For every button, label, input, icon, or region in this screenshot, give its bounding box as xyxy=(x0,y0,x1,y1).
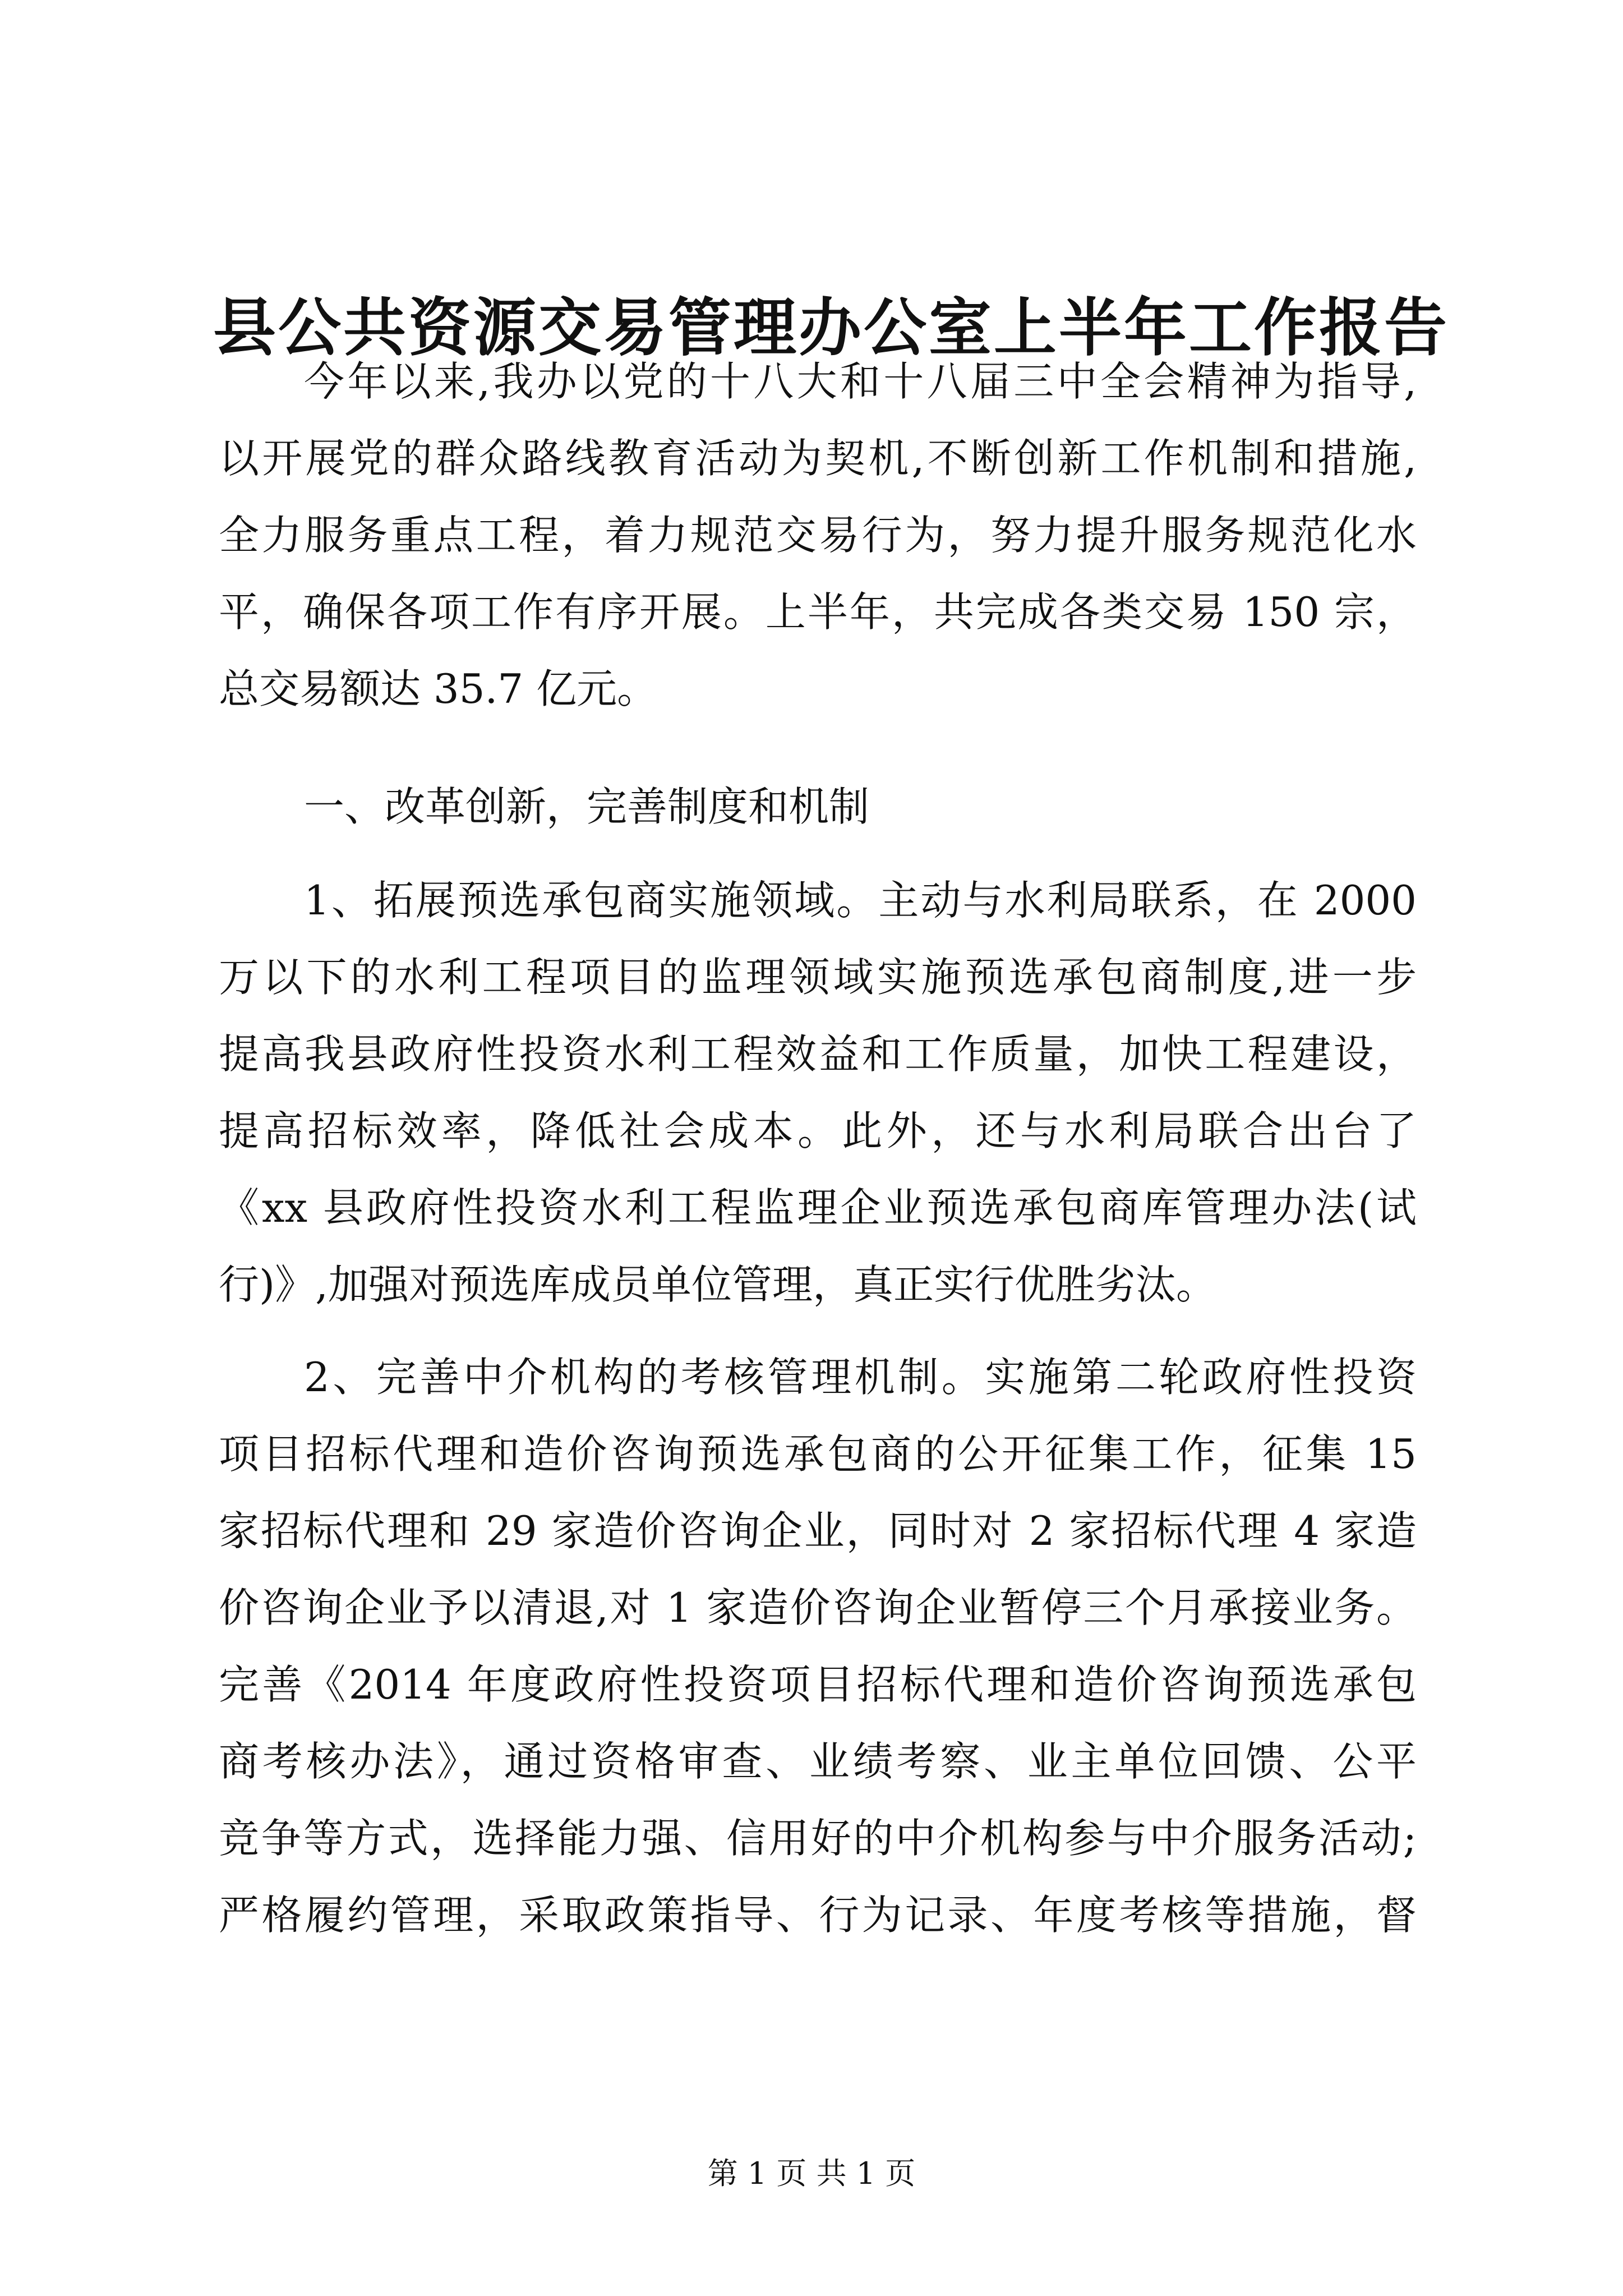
paragraph-line: 总交易额达 35.7 亿元。 xyxy=(219,665,658,712)
paragraph-line: 《xx 县政府性投资水利工程监理企业预选承包商库管理办法(试 xyxy=(219,1184,1417,1231)
paragraph-line: 今年以来,我办以党的十八大和十八届三中全会精神为指导, xyxy=(304,358,1417,405)
paragraph-line: 平，确保各项工作有序开展。上半年，共完成各类交易 150 宗， xyxy=(219,588,1417,636)
paragraph-line: 价咨询企业予以清退,对 1 家造价咨询企业暂停三个月承接业务。 xyxy=(219,1584,1417,1631)
paragraph-line: 行)》,加强对预选库成员单位管理，真正实行优胜劣汰。 xyxy=(219,1261,1216,1308)
paragraph-line: 万以下的水利工程项目的监理领域实施预选承包商制度,进一步 xyxy=(219,954,1417,1001)
document-title: 县公共资源交易管理办公室上半年工作报告 xyxy=(213,291,1449,365)
paragraph-line: 提高我县政府性投资水利工程效益和工作质量，加快工程建设， xyxy=(219,1030,1417,1078)
paragraph-line: 竞争等方式，选择能力强、信用好的中介机构参与中介服务活动; xyxy=(219,1815,1417,1862)
page-footer: 第 1 页 共 1 页 xyxy=(707,2156,916,2191)
paragraph-line: 严格履约管理，采取政策指导、行为记录、年度考核等措施，督 xyxy=(219,1892,1417,1939)
paragraph-line: 提高招标效率，降低社会成本。此外，还与水利局联合出台了 xyxy=(219,1107,1417,1154)
section-heading: 一、改革创新，完善制度和机制 xyxy=(304,783,870,830)
paragraph-line: 2、完善中介机构的考核管理机制。实施第二轮政府性投资 xyxy=(304,1354,1417,1401)
paragraph-line: 完善《2014 年度政府性投资项目招标代理和造价咨询预选承包 xyxy=(219,1661,1417,1708)
paragraph-line: 以开展党的群众路线教育活动为契机,不断创新工作机制和措施, xyxy=(219,435,1417,482)
paragraph-line: 1、拓展预选承包商实施领域。主动与水利局联系，在 2000 xyxy=(304,877,1417,924)
paragraph-line: 项目招标代理和造价咨询预选承包商的公开征集工作，征集 15 xyxy=(219,1430,1417,1478)
paragraph-line: 商考核办法》，通过资格审查、业绩考察、业主单位回馈、公平 xyxy=(219,1738,1417,1785)
paragraph-line: 家招标代理和 29 家造价咨询企业，同时对 2 家招标代理 4 家造 xyxy=(219,1507,1417,1554)
paragraph-line: 全力服务重点工程，着力规范交易行为，努力提升服务规范化水 xyxy=(219,512,1417,559)
